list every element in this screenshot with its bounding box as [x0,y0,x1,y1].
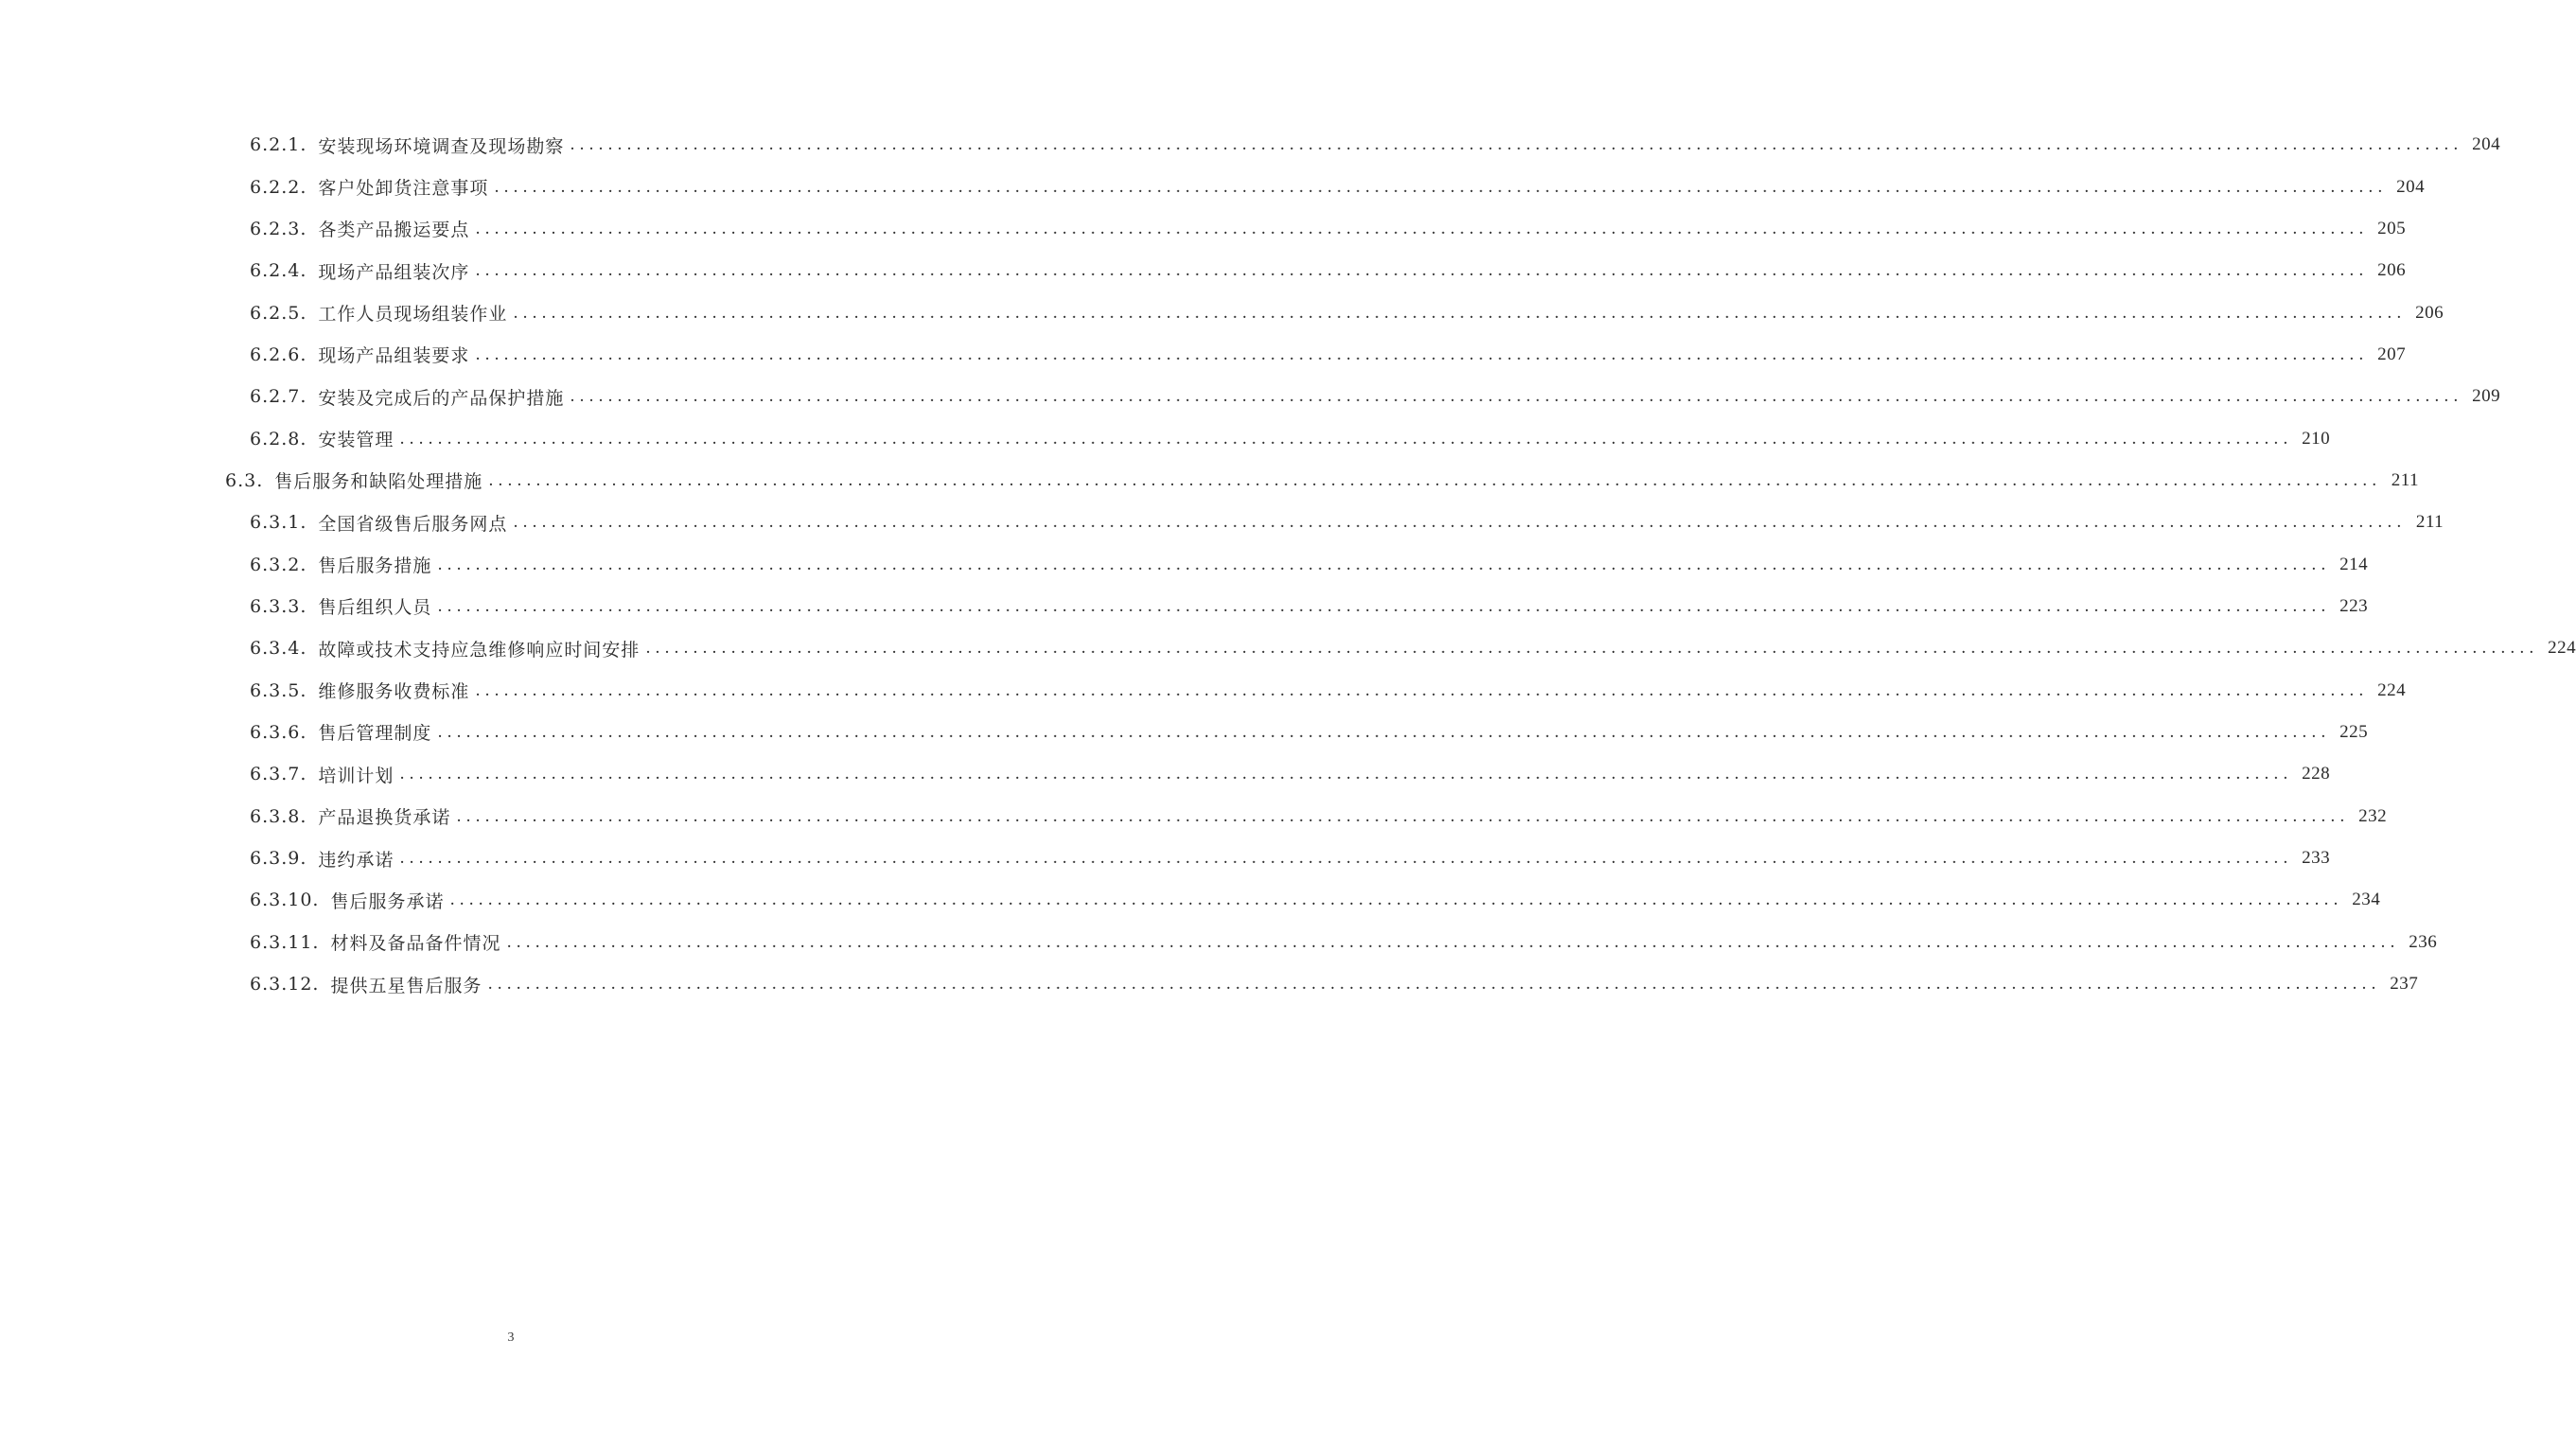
toc-entry-title: 售后服务措施 [318,555,432,577]
toc-entry-number: 6.2.5. [250,302,307,324]
toc-entry-number: 6.3.10. [250,890,320,911]
toc-entry-page: 206 [2415,302,2445,323]
toc-entry-number: 6.3.9. [250,848,307,870]
toc-entry-number: 6.3.12. [250,974,320,996]
toc-dot-leader: ........................................................................................................................................................................................................ [475,219,2369,238]
toc-entry[interactable] [0,291,2445,333]
toc-entry-page: 234 [2352,890,2381,910]
toc-entry-title: 维修服务收费标准 [318,681,470,703]
toc-dot-leader: ........................................................................................................................................................................................................ [513,303,2407,323]
toc-entry-title: 安装管理 [318,430,394,451]
toc-entry[interactable] [0,334,2407,376]
toc-dot-leader: ........................................................................................................................................................................................................ [506,932,2400,952]
toc-entry-title: 安装现场环境调查及现场勘察 [318,135,565,157]
toc-entry[interactable] [0,669,2407,711]
toc-entry-page: 228 [2302,764,2331,784]
toc-entry[interactable] [0,376,2501,417]
toc-entry-page: 225 [2339,721,2369,742]
toc-entry-number: 6.2.3. [250,218,307,239]
toc-entry-page: 224 [2377,679,2407,700]
toc-entry-number: 6.3.3. [250,595,307,617]
toc-entry[interactable] [0,460,2420,502]
toc-entry-title: 违约承诺 [318,849,394,871]
toc-entry-number: 6.3. [225,469,264,491]
toc-entry-title: 材料及备品备件情况 [330,933,501,955]
table-of-contents [0,124,2576,1005]
toc-entry[interactable] [0,753,2331,795]
page-number: 3 [507,1330,515,1345]
toc-entry-number: 6.3.7. [250,764,307,785]
toc-entry-page: 214 [2339,554,2369,574]
toc-entry[interactable] [0,796,2388,837]
toc-entry-page: 237 [2390,974,2419,995]
toc-entry-title: 售后管理制度 [318,723,432,745]
toc-entry[interactable] [0,502,2445,543]
toc-entry-page: 209 [2472,386,2501,407]
toc-entry-title: 售后组织人员 [318,597,432,619]
toc-entry-page: 211 [2391,469,2420,490]
toc-entry-title: 提供五星售后服务 [330,975,482,996]
toc-entry-title: 产品退换货承诺 [318,807,451,829]
toc-entry[interactable] [0,586,2369,627]
toc-entry-number: 6.2.7. [250,386,307,408]
toc-entry[interactable] [0,166,2426,207]
toc-dot-leader: ........................................................................................................................................................................................................ [475,261,2369,281]
toc-entry-page: 204 [2396,176,2426,197]
toc-dot-leader: ........................................................................................................................................................................................................ [399,429,2293,449]
toc-dot-leader: ........................................................................................................................................................................................................ [475,344,2369,364]
toc-entry-number: 6.2.4. [250,260,307,282]
toc-entry-page: 236 [2409,931,2438,952]
toc-entry-page: 206 [2377,260,2407,281]
toc-entry-number: 6.3.4. [250,638,307,660]
toc-entry[interactable] [0,417,2331,459]
toc-entry-title: 客户处卸货注意事项 [318,178,489,200]
toc-entry[interactable] [0,963,2419,1005]
toc-entry[interactable] [0,627,2576,669]
toc-entry-title: 故障或技术支持应急维修响应时间安排 [318,639,640,661]
toc-entry-number: 6.3.8. [250,805,307,827]
toc-dot-leader: ........................................................................................................................................................................................................ [570,135,2463,155]
toc-entry-number: 6.2.8. [250,428,307,449]
toc-entry-title: 全国省级售后服务网点 [318,513,508,535]
toc-entry[interactable] [0,879,2381,921]
toc-entry-page: 223 [2339,595,2369,616]
toc-dot-leader: ........................................................................................................................................................................................................ [494,177,2388,197]
toc-entry[interactable] [0,124,2501,166]
toc-entry-title: 现场产品组装次序 [318,261,470,283]
toc-entry-number: 6.3.5. [250,679,307,701]
toc-entry-number: 6.3.11. [250,931,320,953]
toc-entry-title: 安装及完成后的产品保护措施 [318,387,565,409]
toc-entry-title: 现场产品组装要求 [318,345,470,367]
toc-dot-leader: ........................................................................................................................................................................................................ [456,806,2350,826]
toc-entry[interactable] [0,208,2407,250]
toc-dot-leader: ........................................................................................................................................................................................................ [487,975,2381,995]
toc-entry-page: 204 [2472,134,2501,155]
toc-entry[interactable] [0,922,2438,963]
toc-entry-page: 205 [2377,218,2407,238]
toc-dot-leader: ........................................................................................................................................................................................................ [399,765,2293,784]
toc-entry-page: 210 [2302,428,2331,449]
toc-entry-number: 6.2.1. [250,134,307,156]
toc-entry-title: 售后服务和缺陷处理措施 [274,471,483,493]
toc-dot-leader: ........................................................................................................................................................................................................ [513,513,2407,533]
toc-entry-title: 工作人员现场组装作业 [318,304,508,326]
toc-dot-leader: ........................................................................................................................................................................................................ [488,470,2382,490]
toc-entry-page: 211 [2415,512,2445,533]
toc-entry-number: 6.2.6. [250,344,307,365]
toc-dot-leader: ........................................................................................................................................................................................................ [475,680,2369,700]
toc-dot-leader: ........................................................................................................................................................................................................ [437,596,2331,616]
toc-dot-leader: ........................................................................................................................................................................................................ [645,639,2539,659]
toc-entry-page: 207 [2377,344,2407,364]
toc-entry[interactable] [0,837,2331,879]
toc-entry-title: 售后服务承诺 [330,890,445,912]
toc-entry[interactable] [0,543,2369,585]
toc-dot-leader: ........................................................................................................................................................................................................ [399,849,2293,869]
toc-entry-number: 6.3.2. [250,554,307,575]
toc-entry-title: 各类产品搬运要点 [318,220,470,241]
toc-entry-page: 224 [2548,638,2576,659]
toc-dot-leader: ........................................................................................................................................................................................................ [449,890,2343,910]
toc-entry-page: 232 [2358,805,2388,826]
toc-dot-leader: ........................................................................................................................................................................................................ [570,387,2463,407]
toc-dot-leader: ........................................................................................................................................................................................................ [437,555,2331,574]
toc-entry-number: 6.3.1. [250,512,307,534]
toc-entry[interactable] [0,712,2369,753]
toc-entry-number: 6.2.2. [250,176,307,198]
toc-dot-leader: ........................................................................................................................................................................................................ [437,722,2331,742]
toc-entry-page: 233 [2302,848,2331,869]
toc-entry-title: 培训计划 [318,765,394,786]
toc-entry[interactable] [0,250,2407,291]
toc-entry-number: 6.3.6. [250,721,307,743]
